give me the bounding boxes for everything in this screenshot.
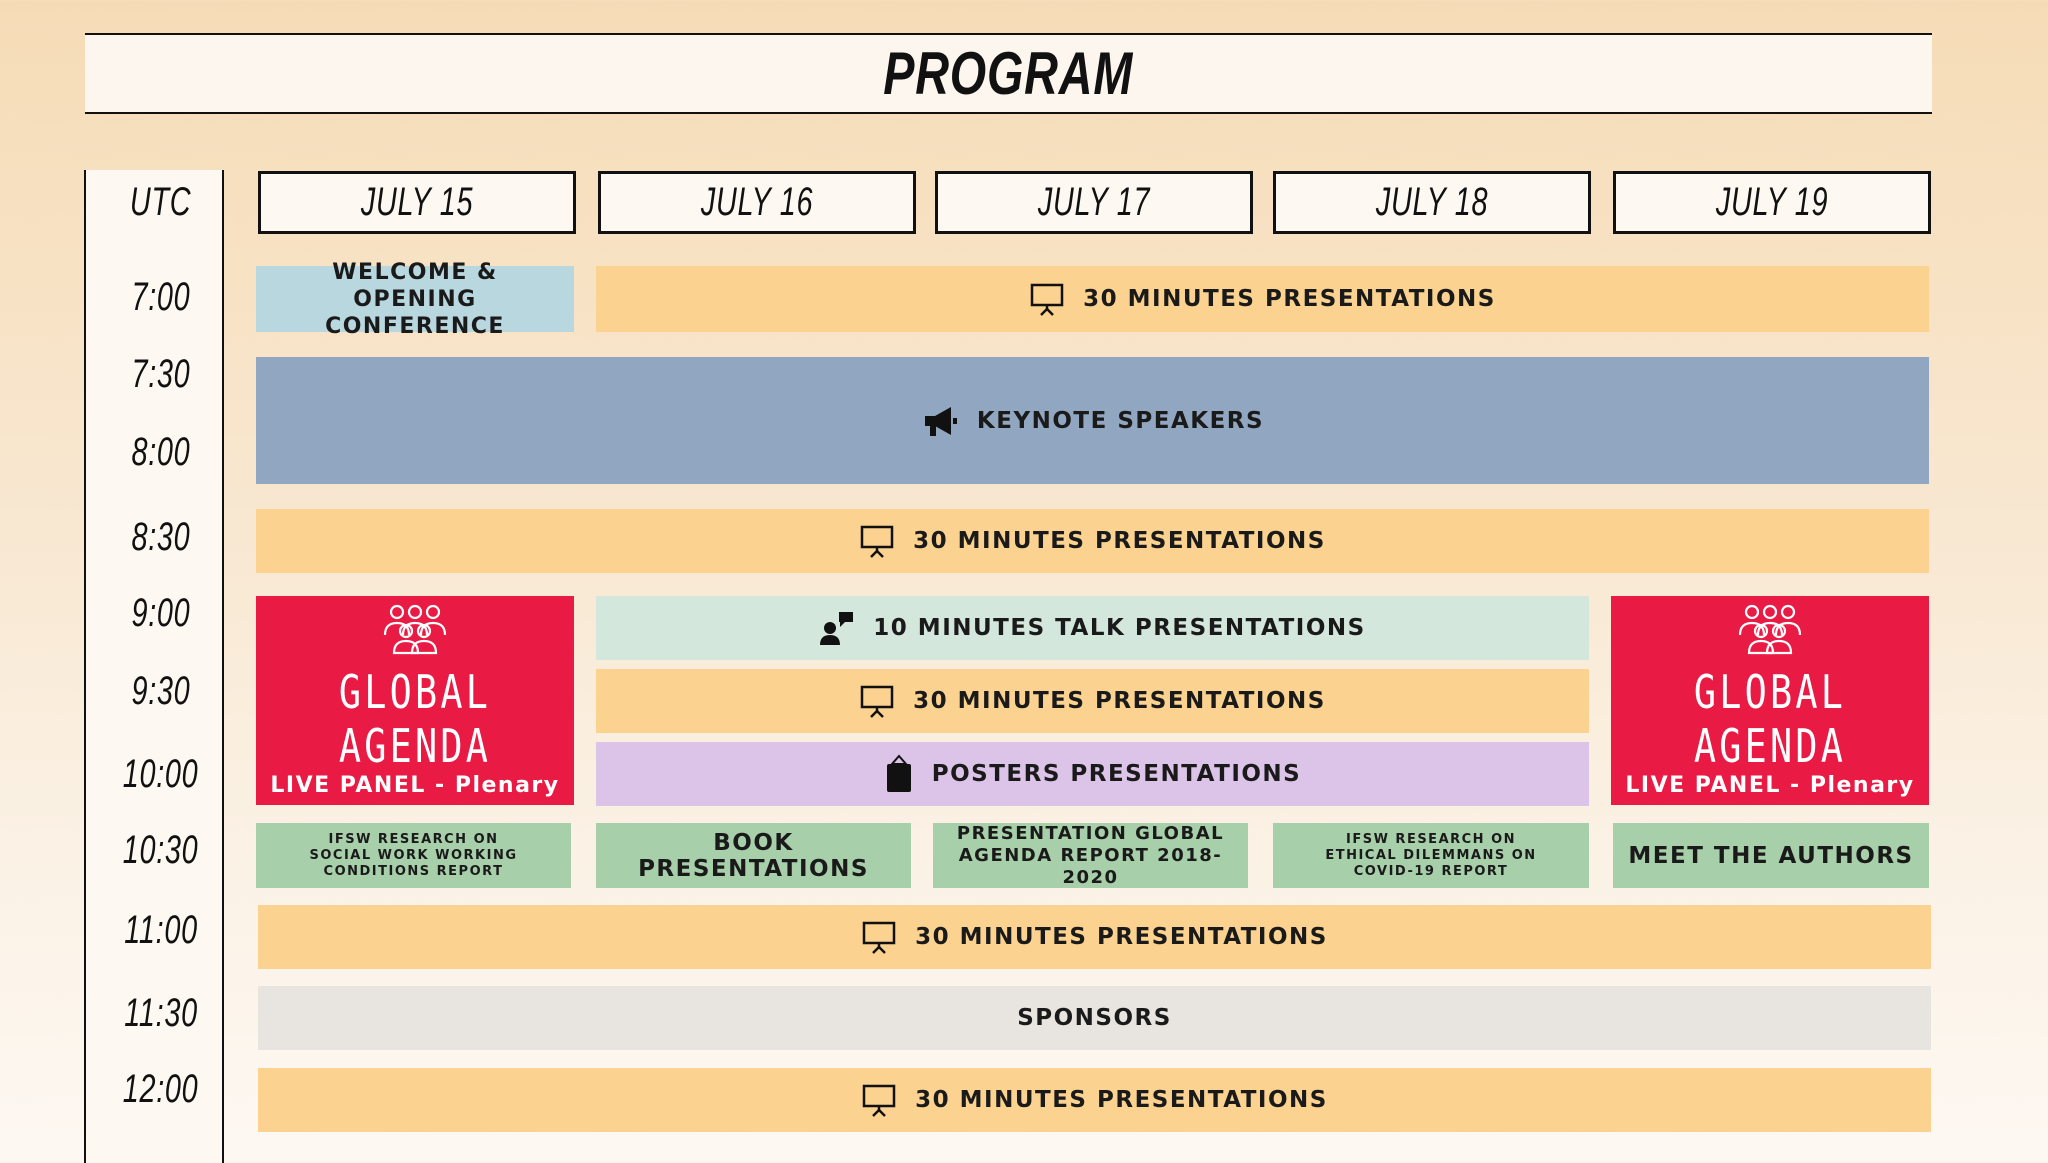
time-label: 10:00 — [123, 752, 199, 796]
people-group-icon — [1732, 603, 1808, 659]
people-group-icon — [377, 603, 453, 659]
time-label: 9:30 — [131, 669, 191, 713]
speaker-chat-icon — [819, 610, 855, 646]
presentation-board-icon — [859, 683, 895, 719]
time-label: 12:00 — [123, 1067, 199, 1111]
global-agenda-title: GLOBAL AGENDA — [338, 665, 492, 773]
sponsors-session — [258, 986, 1931, 1050]
presentations-session-930 — [596, 669, 1589, 733]
time-label: 11:00 — [124, 908, 198, 952]
session-label: POSTERS PRESENTATIONS — [931, 761, 1302, 787]
program-title-bar — [85, 33, 1932, 114]
keynote-speakers-session — [256, 357, 1929, 484]
presentations-session-700 — [596, 266, 1929, 332]
global-agenda-panel-july-19 — [1611, 596, 1929, 805]
session-label: 30 MINUTES PRESENTATIONS — [1083, 286, 1496, 312]
session-label: MEET THE AUTHORS — [1628, 842, 1914, 869]
page-title: PROGRAM — [883, 40, 1134, 107]
timezone-label: UTC — [130, 180, 192, 224]
session-label: WELCOME & OPENING CONFERENCE — [325, 259, 505, 339]
presentations-session-1200 — [258, 1068, 1931, 1132]
session-label: 30 MINUTES PRESENTATIONS — [915, 924, 1328, 950]
time-label: 10:30 — [123, 828, 199, 872]
time-column — [84, 170, 224, 1163]
ifsw-social-work-report-session — [256, 823, 571, 888]
session-label: 30 MINUTES PRESENTATIONS — [913, 528, 1326, 554]
day-header-july-18: JULY 18 — [1273, 171, 1591, 234]
presentation-board-icon — [1029, 281, 1065, 317]
megaphone-icon — [921, 403, 959, 439]
posters-presentations-session — [596, 742, 1589, 806]
presentations-session-1100 — [258, 905, 1931, 969]
time-label: 8:30 — [131, 515, 191, 559]
presentations-session-830 — [256, 509, 1929, 573]
time-label: 8:00 — [131, 430, 191, 474]
time-label: 11:30 — [124, 991, 198, 1035]
session-label: BOOK PRESENTATIONS — [638, 829, 869, 882]
time-label: 9:00 — [131, 591, 191, 635]
book-presentations-session — [596, 823, 911, 888]
meet-the-authors-session — [1613, 823, 1929, 888]
presentation-board-icon — [861, 1082, 897, 1118]
time-label: 7:30 — [131, 352, 191, 396]
global-agenda-report-session — [933, 823, 1248, 888]
global-agenda-subtitle: LIVE PANEL - Plenary — [1625, 773, 1915, 798]
session-label: IFSW RESEARCH ON ETHICAL DILEMMANS ON COVID-19 REPORT — [1325, 831, 1537, 879]
day-header-july-16: JULY 16 — [598, 171, 916, 234]
welcome-opening-session — [256, 259, 574, 339]
session-label: 30 MINUTES PRESENTATIONS — [915, 1087, 1328, 1113]
session-label: PRESENTATION GLOBAL AGENDA REPORT 2018-2020 — [956, 822, 1225, 888]
session-label: 10 MINUTES TALK PRESENTATIONS — [873, 615, 1366, 641]
global-agenda-title: GLOBAL AGENDA — [1693, 665, 1847, 773]
session-label: KEYNOTE SPEAKERS — [976, 407, 1265, 434]
day-header-july-15: JULY 15 — [258, 171, 576, 234]
global-agenda-subtitle: LIVE PANEL - Plenary — [270, 773, 560, 798]
global-agenda-panel-july-15 — [256, 596, 574, 805]
day-header-july-19: JULY 19 — [1613, 171, 1931, 234]
poster-bag-icon — [884, 754, 914, 794]
day-header-july-17: JULY 17 — [935, 171, 1253, 234]
session-label: SPONSORS — [1017, 1005, 1172, 1031]
session-label: 30 MINUTES PRESENTATIONS — [913, 688, 1326, 714]
presentation-board-icon — [859, 523, 895, 559]
presentation-board-icon — [861, 919, 897, 955]
ifsw-ethical-dilemmas-report-session — [1273, 823, 1589, 888]
talk-presentations-session — [596, 596, 1589, 660]
time-label: 7:00 — [131, 275, 191, 319]
session-label: IFSW RESEARCH ON SOCIAL WORK WORKING CONDITIONS REPORT — [309, 831, 518, 879]
